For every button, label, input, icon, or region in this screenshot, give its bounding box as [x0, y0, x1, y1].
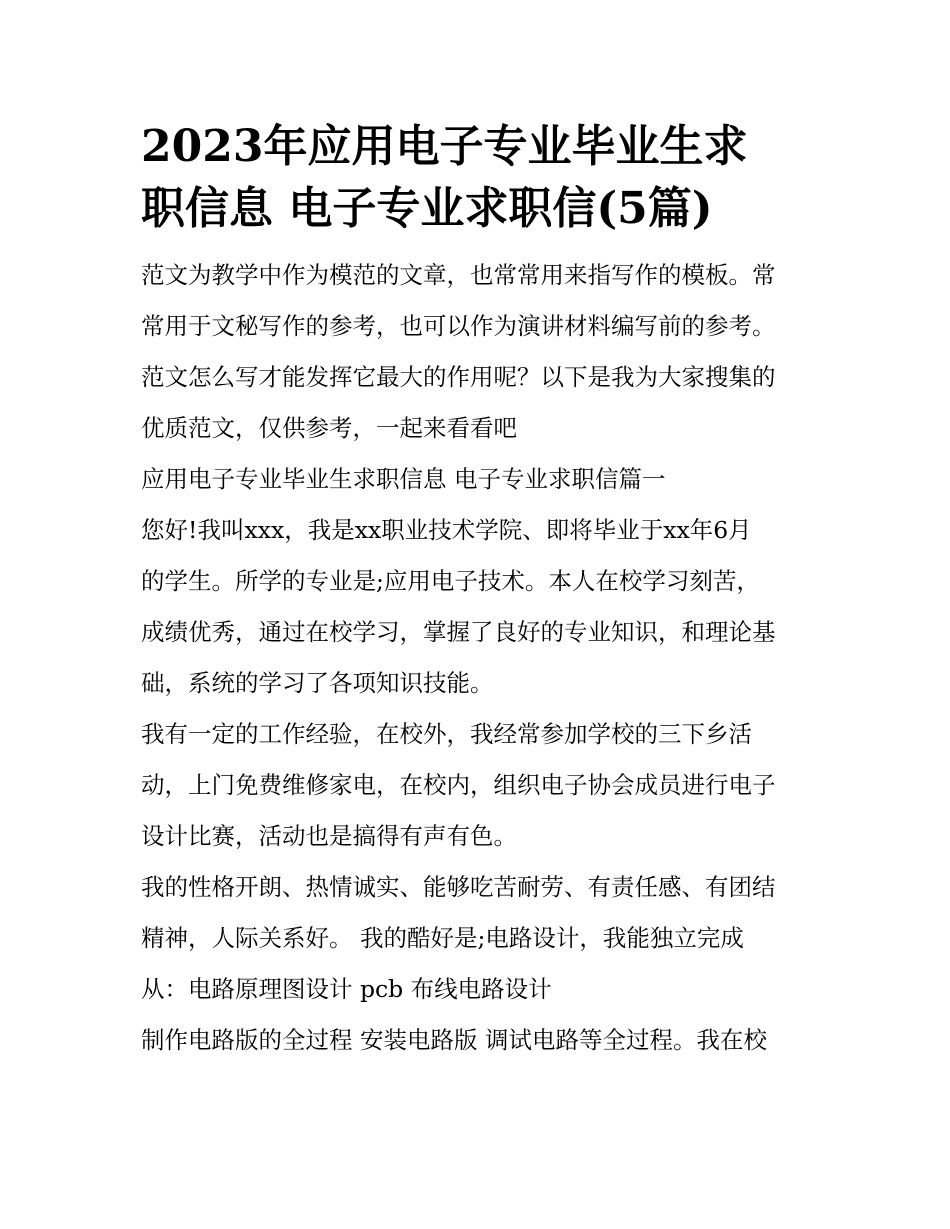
body-line: 范文为教学中作为模范的文章，也常常用来指写作的模板。常 — [141, 261, 776, 289]
body-line: 优质范文，仅供参考，一起来看看吧 — [141, 414, 517, 442]
section-heading: 应用电子专业毕业生求职信息 电子专业求职信篇一 — [141, 465, 666, 493]
document-content — [141, 116, 821, 1066]
body-line: 动，上门免费维修家电，在校内，组织电子协会成员进行电子 — [141, 771, 776, 799]
body-line: 设计比赛，活动也是搞得有声有色。 — [141, 822, 517, 850]
body-line: 您好!我叫xxx，我是xx职业技术学院、即将毕业于xx年6月 — [141, 516, 752, 544]
body-line: 常用于文秘写作的参考，也可以作为演讲材料编写前的参考。 — [141, 312, 776, 340]
body-line: 的学生。所学的专业是;应用电子技术。本人在校学习刻苦， — [141, 567, 760, 595]
body-line: 范文怎么写才能发挥它最大的作用呢？以下是我为大家搜集的 — [141, 363, 776, 391]
body-line: 从：电路原理图设计 pcb 布线电路设计 — [141, 975, 552, 1003]
title-line: 2023年应用电子专业毕业生求 — [141, 121, 748, 172]
document-body — [141, 250, 821, 1066]
body-line: 精神，人际关系好。 我的酷好是;电路设计，我能独立完成 — [141, 924, 744, 952]
document-title — [141, 116, 821, 240]
body-line: 础，系统的学习了各项知识技能。 — [141, 669, 494, 697]
title-line: 职信息 电子专业求职信(5篇) — [141, 183, 713, 234]
body-line: 成绩优秀，通过在校学习，掌握了良好的专业知识，和理论基 — [141, 618, 776, 646]
body-line: 制作电路版的全过程 安装电路版 调试电路等全过程。我在校 — [141, 1026, 767, 1054]
body-line: 我的性格开朗、热情诚实、能够吃苦耐劳、有责任感、有团结 — [141, 873, 776, 901]
body-line: 我有一定的工作经验，在校外，我经常参加学校的三下乡活 — [141, 720, 752, 748]
